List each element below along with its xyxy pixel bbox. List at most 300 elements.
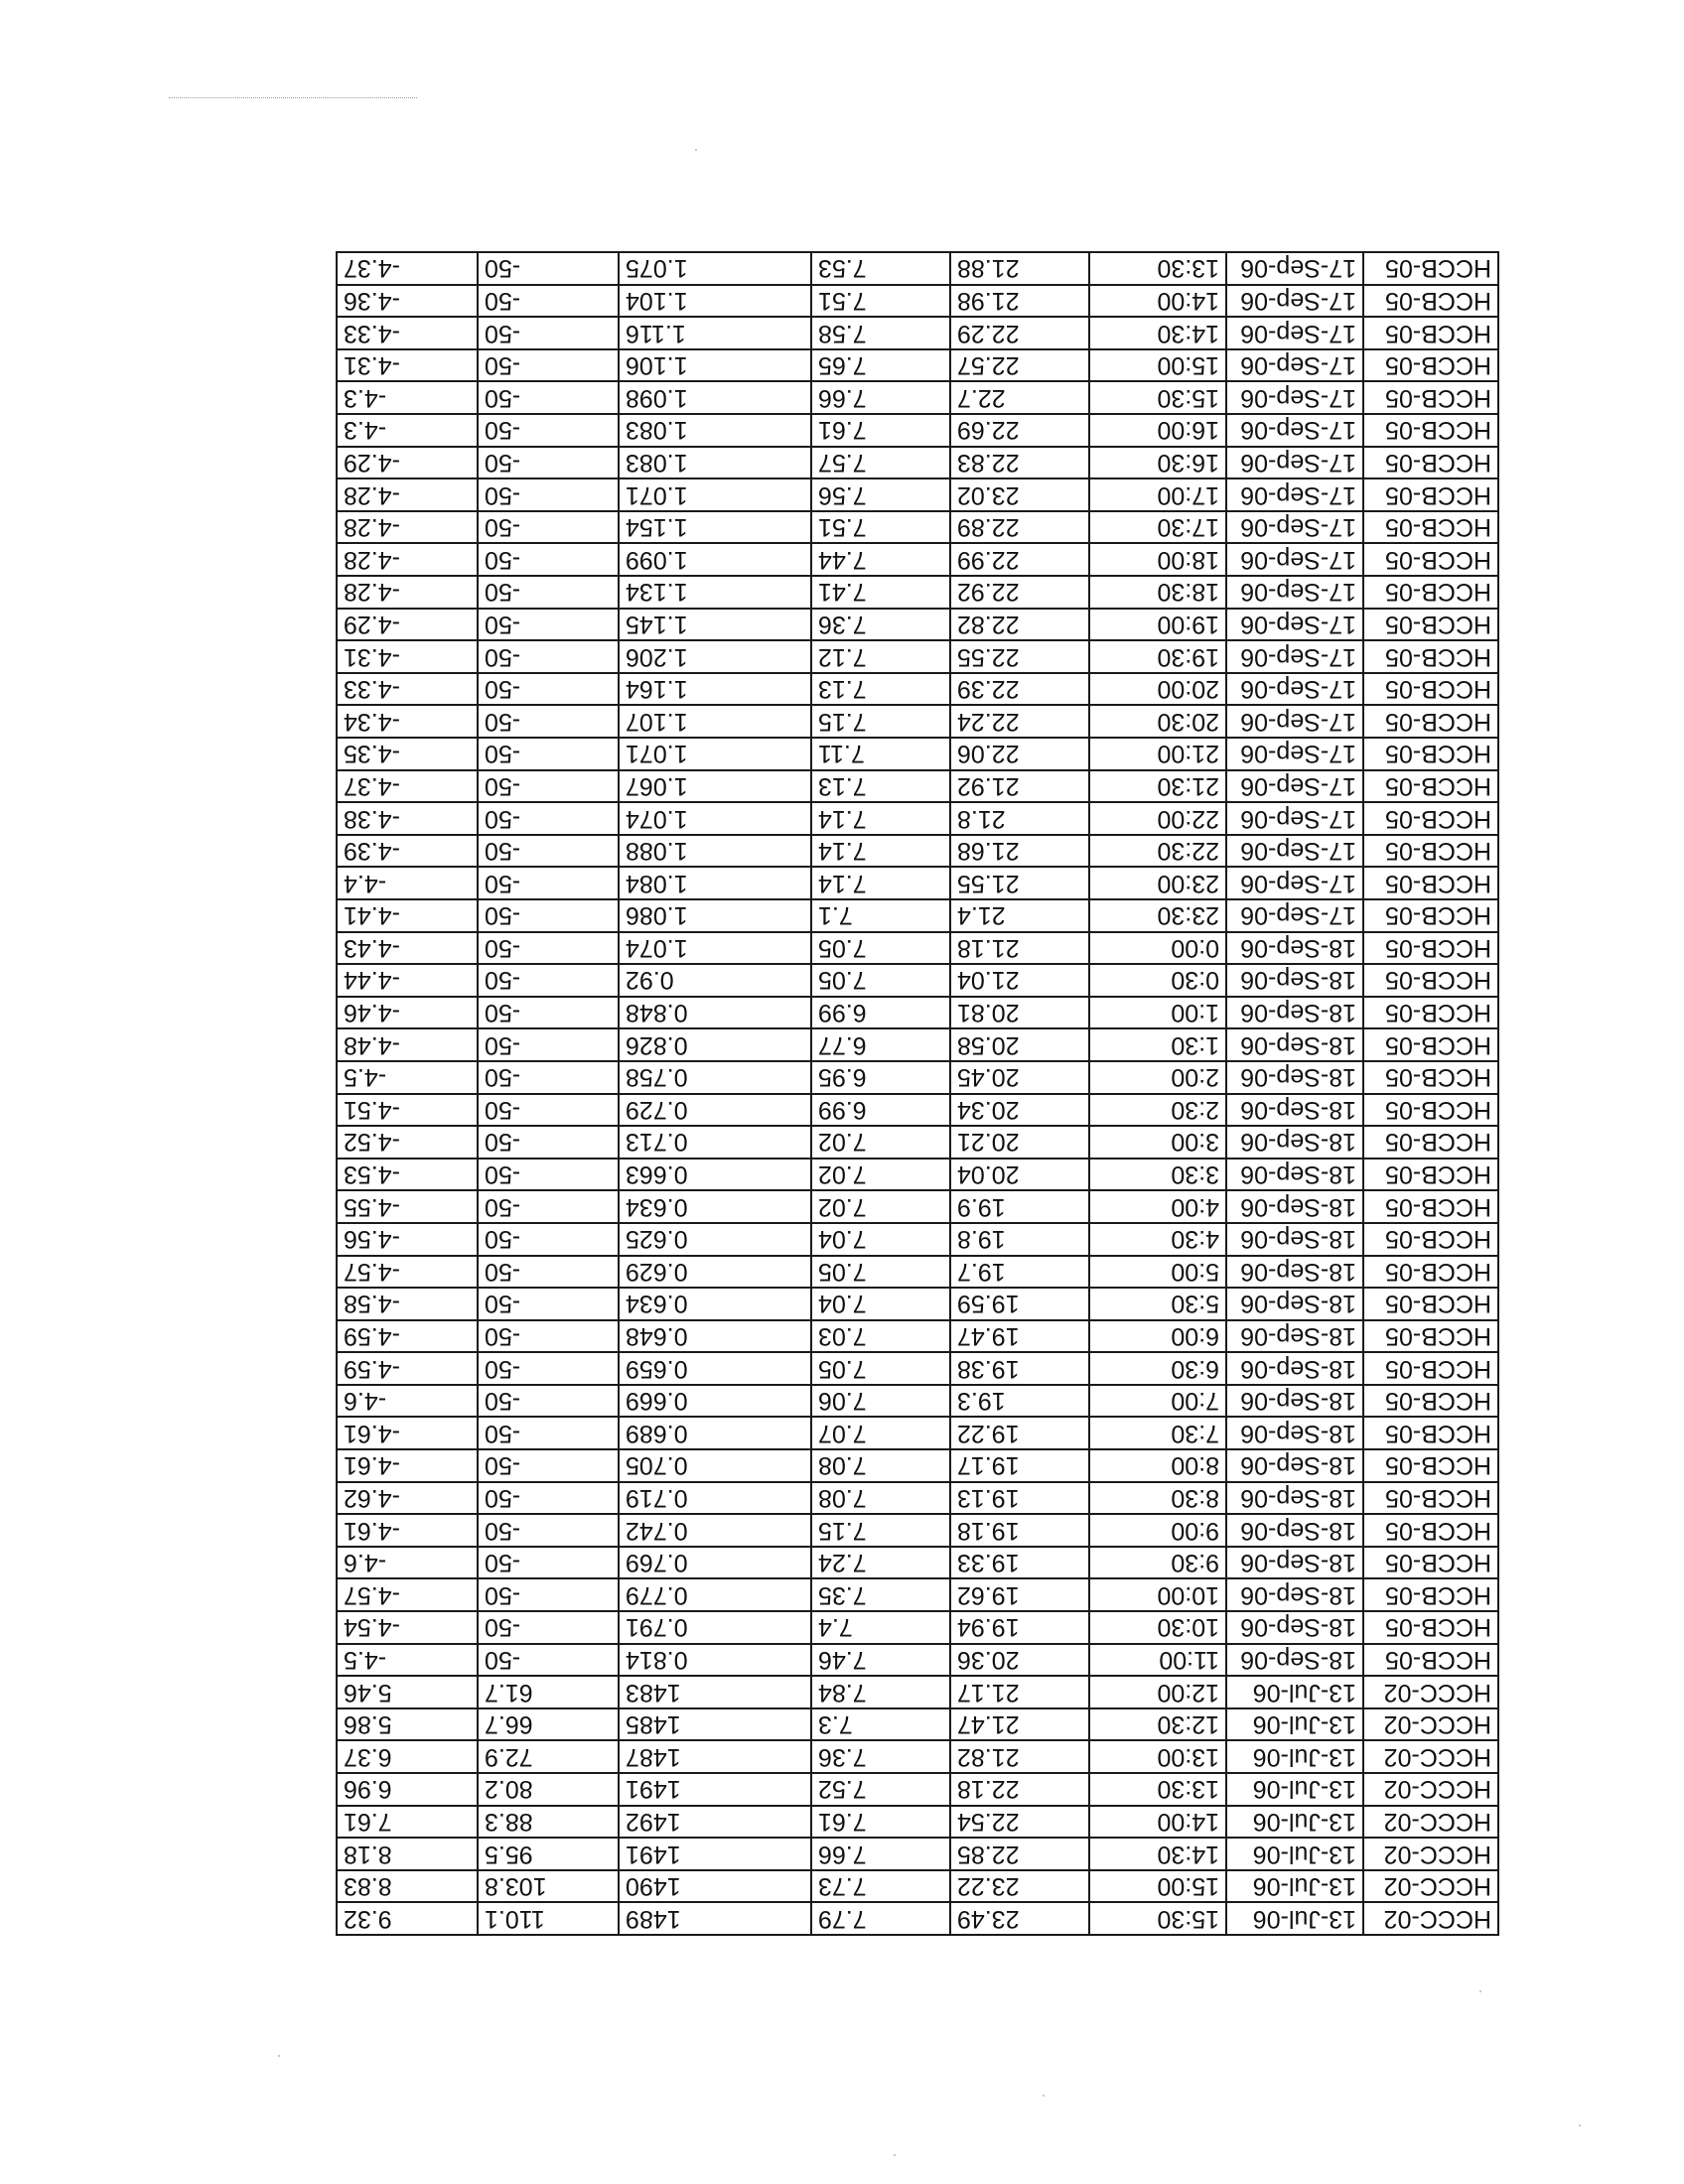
table-cell: -4.36: [337, 285, 478, 318]
table-cell: 7.58: [811, 317, 950, 349]
table-cell: 1.145: [619, 609, 811, 641]
table-cell: 19.38: [950, 1352, 1089, 1385]
table-cell: 18-Sep-06: [1226, 1644, 1363, 1677]
table-cell: 1.099: [619, 543, 811, 576]
table-cell: -50: [478, 349, 619, 382]
table-cell: 13-Jul-06: [1226, 1773, 1363, 1806]
table-cell: -50: [478, 932, 619, 965]
table-cell: -4.54: [337, 1611, 478, 1644]
table-cell: 22.24: [950, 705, 1089, 738]
table-cell: 22.85: [950, 1838, 1089, 1870]
table-cell: HCCC-02: [1363, 1773, 1498, 1806]
table-cell: -4.5: [337, 1644, 478, 1677]
table-cell: 1.075: [619, 252, 811, 285]
table-row: [337, 1320, 1498, 1353]
table-cell: 20.34: [950, 1094, 1089, 1127]
table-cell: HCCB-05: [1363, 640, 1498, 673]
table-cell: 7.66: [811, 382, 950, 415]
table-cell: 9:30: [1089, 1547, 1226, 1579]
table-row: [337, 1028, 1498, 1061]
table-row: [337, 1126, 1498, 1159]
table-cell: 6.95: [811, 1061, 950, 1094]
table-cell: 18-Sep-06: [1226, 1418, 1363, 1450]
table-row: [337, 1740, 1498, 1773]
table-cell: -4.37: [337, 252, 478, 285]
table-cell: 7.05: [811, 1256, 950, 1289]
table-row: [337, 1773, 1498, 1806]
table-cell: 2:30: [1089, 1094, 1226, 1127]
table-cell: -4.61: [337, 1418, 478, 1450]
table-cell: 17-Sep-06: [1226, 576, 1363, 609]
table-cell: 17-Sep-06: [1226, 899, 1363, 932]
table-row: [337, 1061, 1498, 1094]
table-cell: 18-Sep-06: [1226, 1190, 1363, 1223]
table-cell: 6.77: [811, 1028, 950, 1061]
table-cell: -4.28: [337, 576, 478, 609]
table-row: [337, 802, 1498, 835]
table-cell: 20.21: [950, 1126, 1089, 1159]
table-row: [337, 1223, 1498, 1256]
table-cell: -4.51: [337, 1094, 478, 1127]
table-cell: 18-Sep-06: [1226, 1256, 1363, 1289]
table-cell: 22.06: [950, 738, 1089, 770]
table-row: [337, 1352, 1498, 1385]
table-cell: HCCB-05: [1363, 414, 1498, 447]
table-row: [337, 1190, 1498, 1223]
table-row: [337, 1449, 1498, 1482]
table-cell: -50: [478, 997, 619, 1029]
table-cell: 7.07: [811, 1418, 950, 1450]
table-cell: 20.36: [950, 1644, 1089, 1677]
table-cell: 7:00: [1089, 1385, 1226, 1418]
table-row: [337, 317, 1498, 349]
table-cell: HCCB-05: [1363, 1547, 1498, 1579]
table-cell: 17:00: [1089, 478, 1226, 511]
table-cell: 7.14: [811, 802, 950, 835]
table-cell: 20.45: [950, 1061, 1089, 1094]
table-row: [337, 1902, 1498, 1935]
table-cell: HCCB-05: [1363, 1190, 1498, 1223]
table-cell: 7.13: [811, 673, 950, 706]
table-cell: HCCB-05: [1363, 1352, 1498, 1385]
table-cell: 7.56: [811, 478, 950, 511]
table-row: [337, 1611, 1498, 1644]
table-cell: -4.57: [337, 1578, 478, 1611]
table-cell: HCCB-05: [1363, 609, 1498, 641]
table-cell: -50: [478, 382, 619, 415]
table-cell: HCCB-05: [1363, 770, 1498, 803]
table-cell: 19.17: [950, 1449, 1089, 1482]
table-cell: 1.116: [619, 317, 811, 349]
table-cell: 21.98: [950, 285, 1089, 318]
table-cell: 7.12: [811, 640, 950, 673]
table-cell: -4.4: [337, 867, 478, 899]
table-cell: HCCC-02: [1363, 1708, 1498, 1741]
table-cell: 18-Sep-06: [1226, 1320, 1363, 1353]
table-cell: 18:30: [1089, 576, 1226, 609]
table-cell: 19:30: [1089, 640, 1226, 673]
table-cell: 1.106: [619, 349, 811, 382]
table-cell: 0.814: [619, 1644, 811, 1677]
table-cell: -4.3: [337, 382, 478, 415]
table-cell: 3:00: [1089, 1126, 1226, 1159]
table-cell: 1.086: [619, 899, 811, 932]
table-cell: 8.83: [337, 1870, 478, 1903]
table-row: [337, 640, 1498, 673]
table-row: [337, 835, 1498, 868]
table-cell: -50: [478, 770, 619, 803]
table-cell: -4.31: [337, 349, 478, 382]
table-row: [337, 899, 1498, 932]
table-cell: 13:30: [1089, 1773, 1226, 1806]
table-cell: 1490: [619, 1870, 811, 1903]
table-cell: 18-Sep-06: [1226, 1482, 1363, 1515]
table-cell: -50: [478, 478, 619, 511]
table-cell: 7.14: [811, 867, 950, 899]
table-cell: HCCB-05: [1363, 964, 1498, 997]
table-cell: 7.51: [811, 285, 950, 318]
table-cell: 1.084: [619, 867, 811, 899]
table-row: [337, 1547, 1498, 1579]
table-cell: -4.41: [337, 899, 478, 932]
table-cell: -4.29: [337, 447, 478, 479]
table-cell: -50: [478, 1514, 619, 1547]
table-cell: HCCB-05: [1363, 447, 1498, 479]
table-cell: 7:30: [1089, 1418, 1226, 1450]
table-cell: 21.88: [950, 252, 1089, 285]
table-cell: 15:30: [1089, 382, 1226, 415]
table-cell: 1485: [619, 1708, 811, 1741]
table-cell: -50: [478, 576, 619, 609]
table-cell: -4.3: [337, 414, 478, 447]
table-cell: 13-Jul-06: [1226, 1806, 1363, 1839]
table-cell: 21.47: [950, 1708, 1089, 1741]
table-cell: 0.779: [619, 1578, 811, 1611]
table-cell: 21.17: [950, 1676, 1089, 1708]
table-cell: HCCB-05: [1363, 1256, 1498, 1289]
table-cell: 18-Sep-06: [1226, 964, 1363, 997]
table-cell: 5.46: [337, 1676, 478, 1708]
table-cell: -50: [478, 1159, 619, 1191]
table-cell: 1:30: [1089, 1028, 1226, 1061]
table-cell: HCCC-02: [1363, 1740, 1498, 1773]
table-cell: 19.62: [950, 1578, 1089, 1611]
table-cell: 7.05: [811, 1352, 950, 1385]
table-cell: HCCB-05: [1363, 1578, 1498, 1611]
table-cell: HCCB-05: [1363, 1482, 1498, 1515]
table-cell: 1.067: [619, 770, 811, 803]
table-cell: 18-Sep-06: [1226, 1126, 1363, 1159]
table-cell: 7.06: [811, 1385, 950, 1418]
data-table-body: [337, 252, 1498, 1935]
table-cell: 22.57: [950, 349, 1089, 382]
table-cell: 21.55: [950, 867, 1089, 899]
table-cell: 21.18: [950, 932, 1089, 965]
table-cell: 66.7: [478, 1708, 619, 1741]
table-cell: 21:30: [1089, 770, 1226, 803]
table-row: [337, 576, 1498, 609]
table-cell: -4.29: [337, 609, 478, 641]
table-cell: HCCB-05: [1363, 1061, 1498, 1094]
table-row: [337, 964, 1498, 997]
table-cell: -50: [478, 1644, 619, 1677]
table-cell: 15:00: [1089, 349, 1226, 382]
table-cell: 21.82: [950, 1740, 1089, 1773]
table-cell: 0.758: [619, 1061, 811, 1094]
table-cell: 17-Sep-06: [1226, 382, 1363, 415]
table-cell: 10:00: [1089, 1578, 1226, 1611]
table-cell: 0.669: [619, 1385, 811, 1418]
table-cell: -50: [478, 252, 619, 285]
table-row: [337, 1676, 1498, 1708]
table-cell: 7.02: [811, 1190, 950, 1223]
table-cell: 7.02: [811, 1126, 950, 1159]
table-row: [337, 673, 1498, 706]
table-cell: 1:00: [1089, 997, 1226, 1029]
table-cell: 13:00: [1089, 1740, 1226, 1773]
table-cell: HCCB-05: [1363, 867, 1498, 899]
table-cell: 17-Sep-06: [1226, 867, 1363, 899]
table-cell: -4.46: [337, 997, 478, 1029]
table-cell: 17-Sep-06: [1226, 835, 1363, 868]
table-cell: -4.33: [337, 317, 478, 349]
table-row: [337, 1870, 1498, 1903]
table-cell: 22.99: [950, 543, 1089, 576]
table-cell: 0.719: [619, 1482, 811, 1515]
table-cell: -50: [478, 1190, 619, 1223]
table-cell: -50: [478, 1449, 619, 1482]
table-row: [337, 252, 1498, 285]
table-cell: HCCB-05: [1363, 932, 1498, 965]
table-cell: 0.791: [619, 1611, 811, 1644]
table-cell: 7.08: [811, 1449, 950, 1482]
table-cell: 16:30: [1089, 447, 1226, 479]
table-row: [337, 478, 1498, 511]
table-cell: -4.38: [337, 802, 478, 835]
table-cell: 18-Sep-06: [1226, 1094, 1363, 1127]
table-row: [337, 997, 1498, 1029]
table-cell: 1483: [619, 1676, 811, 1708]
table-cell: 18-Sep-06: [1226, 1611, 1363, 1644]
table-row: [337, 1514, 1498, 1547]
table-cell: 1492: [619, 1806, 811, 1839]
table-cell: -50: [478, 964, 619, 997]
table-cell: 13:30: [1089, 252, 1226, 285]
table-cell: -50: [478, 1256, 619, 1289]
table-cell: 18-Sep-06: [1226, 1547, 1363, 1579]
table-cell: -50: [478, 285, 619, 318]
table-cell: -4.56: [337, 1223, 478, 1256]
table-cell: 7.73: [811, 1870, 950, 1903]
table-cell: 13-Jul-06: [1226, 1676, 1363, 1708]
table-cell: 7.65: [811, 349, 950, 382]
table-cell: 17-Sep-06: [1226, 349, 1363, 382]
table-cell: 7.79: [811, 1902, 950, 1935]
table-cell: HCCB-05: [1363, 1223, 1498, 1256]
table-cell: 20.58: [950, 1028, 1089, 1061]
table-cell: 17-Sep-06: [1226, 738, 1363, 770]
table-row: [337, 770, 1498, 803]
table-cell: 80.2: [478, 1773, 619, 1806]
table-cell: 17-Sep-06: [1226, 770, 1363, 803]
table-cell: 17-Sep-06: [1226, 252, 1363, 285]
table-cell: 7.02: [811, 1159, 950, 1191]
table-cell: 3:30: [1089, 1159, 1226, 1191]
table-cell: 0:00: [1089, 932, 1226, 965]
table-cell: -50: [478, 640, 619, 673]
table-cell: 17:30: [1089, 511, 1226, 544]
table-cell: 22.39: [950, 673, 1089, 706]
table-row: [337, 1094, 1498, 1127]
table-cell: 7.35: [811, 1578, 950, 1611]
table-cell: -50: [478, 1028, 619, 1061]
table-cell: 7.46: [811, 1644, 950, 1677]
table-cell: 17-Sep-06: [1226, 478, 1363, 511]
table-cell: 14:30: [1089, 317, 1226, 349]
table-cell: 1.071: [619, 738, 811, 770]
table-cell: -4.59: [337, 1320, 478, 1353]
table-cell: 7.61: [811, 1806, 950, 1839]
table-cell: 6:00: [1089, 1320, 1226, 1353]
table-cell: 23:30: [1089, 899, 1226, 932]
table-cell: 7.61: [337, 1806, 478, 1839]
table-cell: 0.826: [619, 1028, 811, 1061]
table-row: [337, 349, 1498, 382]
table-cell: 7.36: [811, 609, 950, 641]
table-cell: -50: [478, 705, 619, 738]
table-cell: 19.18: [950, 1514, 1089, 1547]
table-row: [337, 447, 1498, 479]
table-cell: -50: [478, 1352, 619, 1385]
table-cell: 0.629: [619, 1256, 811, 1289]
table-cell: 17-Sep-06: [1226, 317, 1363, 349]
table-cell: 12:00: [1089, 1676, 1226, 1708]
table-cell: 22.7: [950, 382, 1089, 415]
table-cell: -4.59: [337, 1352, 478, 1385]
table-cell: 19.13: [950, 1482, 1089, 1515]
table-cell: -50: [478, 1385, 619, 1418]
table-cell: -4.39: [337, 835, 478, 868]
table-cell: 0.848: [619, 997, 811, 1029]
table-cell: 21:00: [1089, 738, 1226, 770]
table-cell: 16:00: [1089, 414, 1226, 447]
table-row: [337, 1578, 1498, 1611]
table-cell: 19.22: [950, 1418, 1089, 1450]
table-cell: 5:30: [1089, 1288, 1226, 1320]
table-cell: 1489: [619, 1902, 811, 1935]
table-cell: 21.04: [950, 964, 1089, 997]
table-cell: 20:00: [1089, 673, 1226, 706]
table-cell: HCCB-05: [1363, 899, 1498, 932]
table-cell: 13-Jul-06: [1226, 1902, 1363, 1935]
table-row: [337, 932, 1498, 965]
table-cell: 19.33: [950, 1547, 1089, 1579]
table-cell: -4.48: [337, 1028, 478, 1061]
table-cell: 20.04: [950, 1159, 1089, 1191]
table-cell: HCCB-05: [1363, 738, 1498, 770]
table-cell: 22.29: [950, 317, 1089, 349]
table-cell: HCCB-05: [1363, 673, 1498, 706]
table-cell: HCCB-05: [1363, 1320, 1498, 1353]
table-cell: -50: [478, 899, 619, 932]
table-cell: 95.5: [478, 1838, 619, 1870]
table-cell: HCCB-05: [1363, 543, 1498, 576]
table-cell: -4.43: [337, 932, 478, 965]
table-cell: 13-Jul-06: [1226, 1740, 1363, 1773]
table-cell: 19.3: [950, 1385, 1089, 1418]
table-row: [337, 382, 1498, 415]
table-cell: 17-Sep-06: [1226, 609, 1363, 641]
table-cell: 6.99: [811, 997, 950, 1029]
table-cell: 19.94: [950, 1611, 1089, 1644]
table-cell: HCCB-05: [1363, 1418, 1498, 1450]
table-cell: 19.59: [950, 1288, 1089, 1320]
table-cell: 22.92: [950, 576, 1089, 609]
table-cell: 2:00: [1089, 1061, 1226, 1094]
table-cell: HCCB-05: [1363, 349, 1498, 382]
table-cell: -4.34: [337, 705, 478, 738]
table-cell: 7.66: [811, 1838, 950, 1870]
table-cell: 22:00: [1089, 802, 1226, 835]
table-cell: -4.57: [337, 1256, 478, 1289]
table-cell: -4.6: [337, 1547, 478, 1579]
table-cell: 17-Sep-06: [1226, 511, 1363, 544]
table-cell: 0.713: [619, 1126, 811, 1159]
table-row: [337, 609, 1498, 641]
table-cell: 4:30: [1089, 1223, 1226, 1256]
table-cell: HCCB-05: [1363, 576, 1498, 609]
table-cell: 1.083: [619, 447, 811, 479]
table-cell: 0.742: [619, 1514, 811, 1547]
table-cell: 0:30: [1089, 964, 1226, 997]
table-cell: -50: [478, 867, 619, 899]
table-cell: 7.24: [811, 1547, 950, 1579]
table-cell: -4.6: [337, 1385, 478, 1418]
table-cell: 13-Jul-06: [1226, 1838, 1363, 1870]
table-cell: 18-Sep-06: [1226, 932, 1363, 965]
table-row: [337, 1838, 1498, 1870]
table-cell: 5.86: [337, 1708, 478, 1741]
table-cell: 7.84: [811, 1676, 950, 1708]
table-cell: 15:30: [1089, 1902, 1226, 1935]
table-cell: HCCC-02: [1363, 1676, 1498, 1708]
table-cell: 18-Sep-06: [1226, 1449, 1363, 1482]
table-cell: -4.52: [337, 1126, 478, 1159]
table-cell: 13-Jul-06: [1226, 1870, 1363, 1903]
table-cell: HCCB-05: [1363, 705, 1498, 738]
table-cell: HCCB-05: [1363, 1449, 1498, 1482]
table-cell: 9.32: [337, 1902, 478, 1935]
table-cell: 18-Sep-06: [1226, 1288, 1363, 1320]
table-row: [337, 1806, 1498, 1839]
table-cell: 7.36: [811, 1740, 950, 1773]
table-cell: -4.28: [337, 478, 478, 511]
table-cell: HCCC-02: [1363, 1838, 1498, 1870]
table-cell: 21.8: [950, 802, 1089, 835]
table-cell: 6:30: [1089, 1352, 1226, 1385]
table-cell: 23.02: [950, 478, 1089, 511]
table-cell: -50: [478, 447, 619, 479]
table-cell: 0.663: [619, 1159, 811, 1191]
table-cell: 1491: [619, 1773, 811, 1806]
table-cell: 17-Sep-06: [1226, 414, 1363, 447]
table-cell: -50: [478, 835, 619, 868]
table-cell: 18-Sep-06: [1226, 1352, 1363, 1385]
table-cell: 7.1: [811, 899, 950, 932]
table-cell: HCCB-05: [1363, 1126, 1498, 1159]
table-cell: 22.54: [950, 1806, 1089, 1839]
table-cell: -4.61: [337, 1449, 478, 1482]
